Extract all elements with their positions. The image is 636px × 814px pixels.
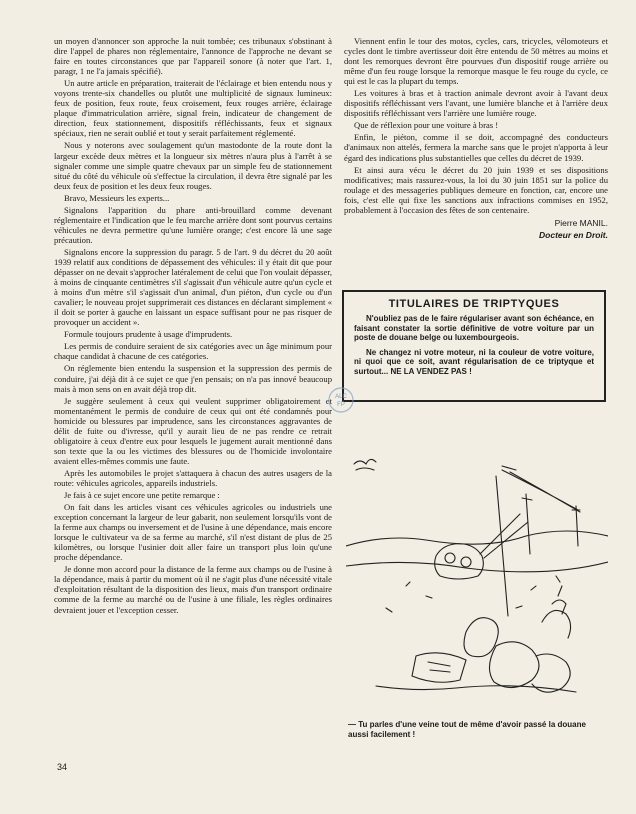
paragraph: un moyen d'annoncer son approche la nuit tombée; ces tribunaux s'obstinant à dire l'appel de phares non réglementaire, l'annonce de l'approche ne devant se faire en toutes circonstances que par l'appareil sonore (à noter que l'art. 1, paragr, 1 ne l'a jamais spécifié). xyxy=(54,36,332,77)
notice-paragraph: N'oubliez pas de le faire régulariser avant son échéance, en faisant constater la sortie définitive de votre voiture par un poste de douane belge ou luxembourgeois. xyxy=(354,314,594,342)
paragraph: On réglemente bien entendu la suspension et la suppression des permis de conduire, j'ai déjà dit à ce sujet ce que j'en pensais; on n'a pas innové beaucoup mais à mon sens on en avait déjà trop dit. xyxy=(54,363,332,394)
library-stamp-icon xyxy=(326,382,356,418)
page-number: 34 xyxy=(57,762,68,772)
cartoon-caption: — Tu parles d'une veine tout de même d'avoir passé la douane aussi facilement ! xyxy=(348,720,586,739)
paragraph: Signalons encore la suppression du paragr. 5 de l'art. 9 du décret du 20 août 1939 relatif aux conditions de dépassement des véhicules: il y était dit que pour dépasser on ne devait s'approcher latéralement de celui que l'on voulait dépasser, à moins de cinquante centimètres s'il s'agissait d'un véhicule autre qu'un cycle et à moins d'un mètre s'il s'agissait d'un animal, d'un piéton, d'un cycle ou d'un cavalier; le nouveau projet supprimerait ces distances en déclarant simplement « il doit se porter à gauche en laissant un espace suffisant pour ne pas risquer de provoquer un accident ». xyxy=(54,246,332,328)
author-title: Docteur en Droit. xyxy=(539,229,608,240)
notice-paragraph: Ne changez ni votre moteur, ni la couleur de votre voiture, ni quoi que ce soit, avant régularisation de ce triptyque et surtout... NE LA VENDEZ PAS ! xyxy=(354,347,594,376)
paragraph: On fait dans les articles visant ces véhicules agricoles ou industriels une exception concernant la largeur de leur gabarit, non seulement lorsqu'ils vont de la ferme aux champs ou inversement et de l'usine à une dépendance, mais encore lorsque le cultivateur va de sa ferme au marché, s'il n'est distant de plus de 25 kilomètres, ou lorsque l'usinier doit aller faire un transport plus loin qu'une proche dépendance. xyxy=(54,502,332,563)
paragraph: Les voitures à bras et à traction animale devront avoir à l'avant deux dispositifs réfléchissant vers l'avant, une lumière blanche et à l'arrière deux dispositifs réfléchissant vers l'arrière une lumière rouge. xyxy=(344,88,608,119)
paragraph: Bravo, Messieurs les experts... xyxy=(64,192,170,203)
svg-text:ALC: ALC xyxy=(335,394,347,400)
paragraph: Que de réflexion pour une voiture à bras ! xyxy=(354,120,499,131)
paragraph: Je suggère seulement à ceux qui veulent supprimer obligatoirement et momentanément le permis de conduire de ceux qui ont été condamnés pour homicide ou blessures par imprudence, sans les circonstances aggravantes de délit de fuite ou d'ivresse, qu'il y aurait lieu de ne pas rendre ce retrait obligatoire à ceux d'entre eux pour lesquels le jugement aurait mentionné dans son texte que la ou les victimes des blessures ou de l'homicide involontaire avaient elles-mêmes commis une faute. xyxy=(54,395,332,466)
author-name: Pierre MANIL. xyxy=(554,217,608,228)
paragraph: Nous y noterons avec soulagement qu'un mastodonte de la route dont la largeur excède deux mètres et la longueur six mètres n'aura plus à l'arrêt à se signaler comme une simple quatre chevaux par un simple feu de stationnement situé du côté du véhicule où s'effectue la circulation, il devra être signalé par les deux feux de position et les deux feux rouges. xyxy=(54,140,332,191)
paragraph: Je fais à ce sujet encore une petite remarque : xyxy=(64,490,220,501)
paragraph: Formule toujours prudente à usage d'imprudents. xyxy=(64,329,233,340)
artist-signature-icon xyxy=(354,459,376,470)
right-column xyxy=(344,36,608,242)
notice-title: TITULAIRES DE TRIPTYQUES xyxy=(388,298,560,310)
paragraph: Signalons l'apparition du phare anti-brouillard comme devenant réglementaire et l'indication que le feu marche arrière dont sont pourvus certains véhicules ne devra permettre qu'une lumière orange; c'est encore là une sage précaution. xyxy=(54,204,332,245)
paragraph: Les permis de conduire seraient de six catégories avec un âge minimum pour chaque candidat à chacune de ces catégories. xyxy=(54,341,332,362)
svg-text:FP: FP xyxy=(337,402,345,408)
paragraph: Après les automobiles le projet s'attaquera à chacun des autres usagers de la route: véhicules agricoles, appareils industriels. xyxy=(54,467,332,488)
paragraph: Enfin, le piéton, comme il se doit, accompagné des conducteurs d'animaux non attelés, fermera la marche sans que le projet n'apporta à leur égard des indications plus substantielles que celles du décret de 1939. xyxy=(344,132,608,163)
left-column xyxy=(54,36,332,617)
paragraph: Je donne mon accord pour la distance de la ferme aux champs ou de l'usine à la dépendance, mais à partir du moment où il ne s'agit plus d'une nécessité vitale d'exploitation résultant de la disposition des lieux, mais d'un transport ordinaire comme de la ferme au marché ou de l'usine à une filiale, les règles ordinaires devraient jouer et l'exception cesser. xyxy=(54,564,332,615)
cartoon-illustration xyxy=(346,436,608,706)
triptych-notice-box xyxy=(342,290,606,402)
paragraph: Un autre article en préparation, traiterait de l'éclairage et bien entendu nous y voyons trente-six chandelles ou plutôt une multiplicité de signaux lumineux: feux de position, feux route, feux croisement, feux rouges arrière, éclairage plaque d'immatriculation arrière, signal frein, indicateur de changement de direction, feux stationnement, dispositifs réfléchissants, feux et signaux spéciaux, rien ne serait oublié et tout y serait parfaitement réglementé. xyxy=(54,78,332,139)
paragraph: Et ainsi aura vécu le décret du 20 juin 1939 et ses dispositions modificatives; mais rassurez-vous, la loi du 30 juin 1851 sur la police du roulage et des messageries publiques demeure en fonction, car, encore une fois, c'est elle qui fixe les sanctions aux infractions commises en 1952, probablement à l'occasion des fêtes de son centenaire. xyxy=(344,164,608,215)
paragraph: Viennent enfin le tour des motos, cycles, cars, tricycles, vélomoteurs et cycles dont le timbre avertisseur doit être entendu de 50 mètres au moins et dont les remorques devront être pourvues d'un dispositif rouge arrière ou même d'un feu rouge lorsque la remorque masque le feu rouge du cycle, ce qui est le cas la plupart du temps. xyxy=(344,36,608,87)
